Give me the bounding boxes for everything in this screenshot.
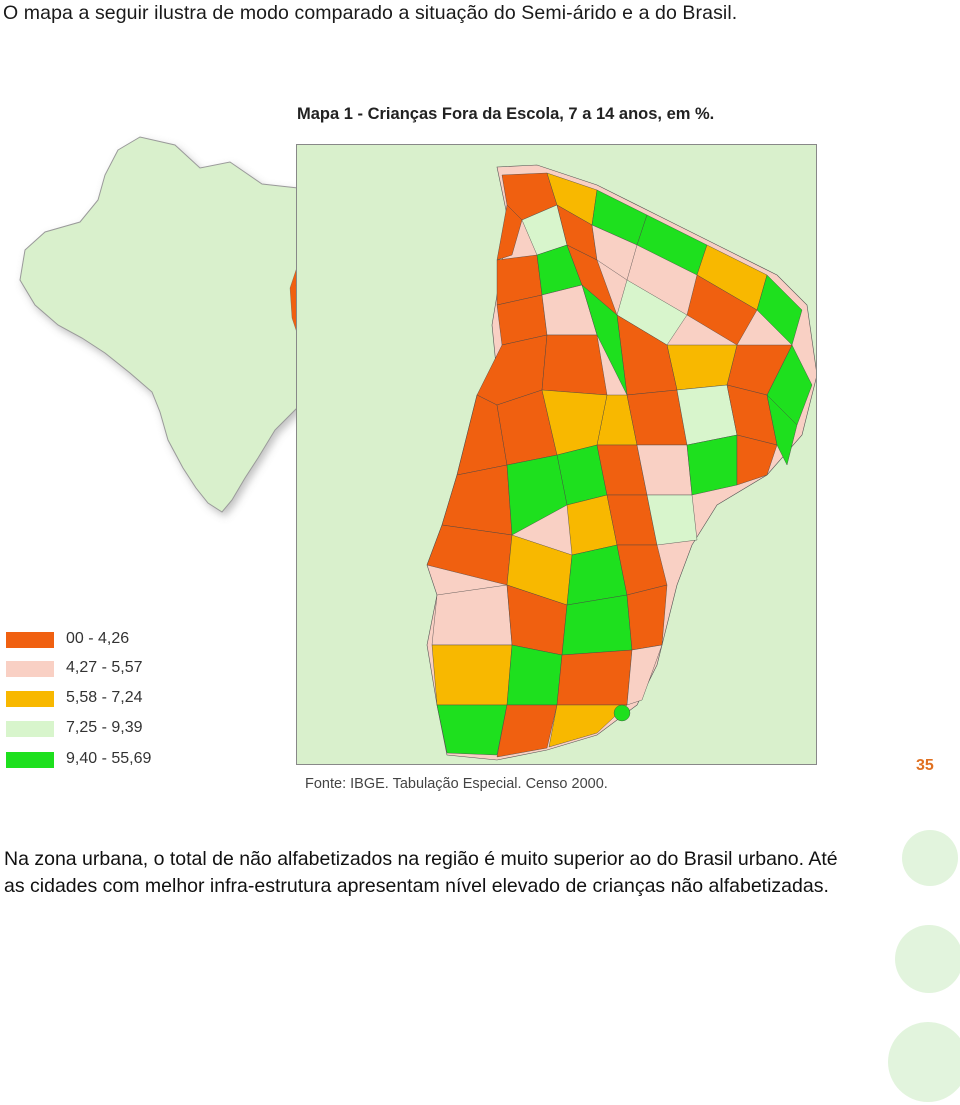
page-number: 35 bbox=[916, 757, 934, 774]
legend-swatch bbox=[6, 661, 54, 677]
legend-label: 5,58 - 7,24 bbox=[66, 689, 143, 706]
legend-label: 9,40 - 55,69 bbox=[66, 750, 152, 767]
legend-swatch bbox=[6, 691, 54, 707]
municipality-mosaic bbox=[427, 173, 812, 757]
legend-item bbox=[0, 630, 220, 650]
decorative-circle bbox=[888, 1022, 960, 1102]
legend-item bbox=[0, 659, 220, 679]
legend-item bbox=[0, 750, 220, 770]
legend-label: 7,25 - 9,39 bbox=[66, 719, 143, 736]
legend-item bbox=[0, 689, 220, 709]
decorative-circle bbox=[902, 830, 958, 886]
decorative-circle bbox=[895, 925, 960, 993]
map-source: Fonte: IBGE. Tabulação Especial. Censo 2000. bbox=[305, 776, 608, 792]
intro-text: O mapa a seguir ilustra de modo comparado a situação do Semi-árido e a do Brasil. bbox=[3, 2, 738, 24]
legend-label: 00 - 4,26 bbox=[66, 630, 130, 647]
map-title: Mapa 1 - Crianças Fora da Escola, 7 a 14 anos, em %. bbox=[297, 105, 715, 123]
body-paragraph: Na zona urbana, o total de não alfabetizados na região é muito superior ao do Brasil urbano. Até as cidades com melhor infra-estrutura apresentam nível elevado de crianças não alfabetizadas. bbox=[4, 848, 838, 897]
legend-swatch bbox=[6, 721, 54, 737]
legend-swatch bbox=[6, 632, 54, 648]
legend-label: 4,27 - 5,57 bbox=[66, 659, 143, 676]
semi-arid-inset-map bbox=[296, 144, 817, 765]
legend-swatch bbox=[6, 752, 54, 768]
legend-item bbox=[0, 719, 220, 739]
